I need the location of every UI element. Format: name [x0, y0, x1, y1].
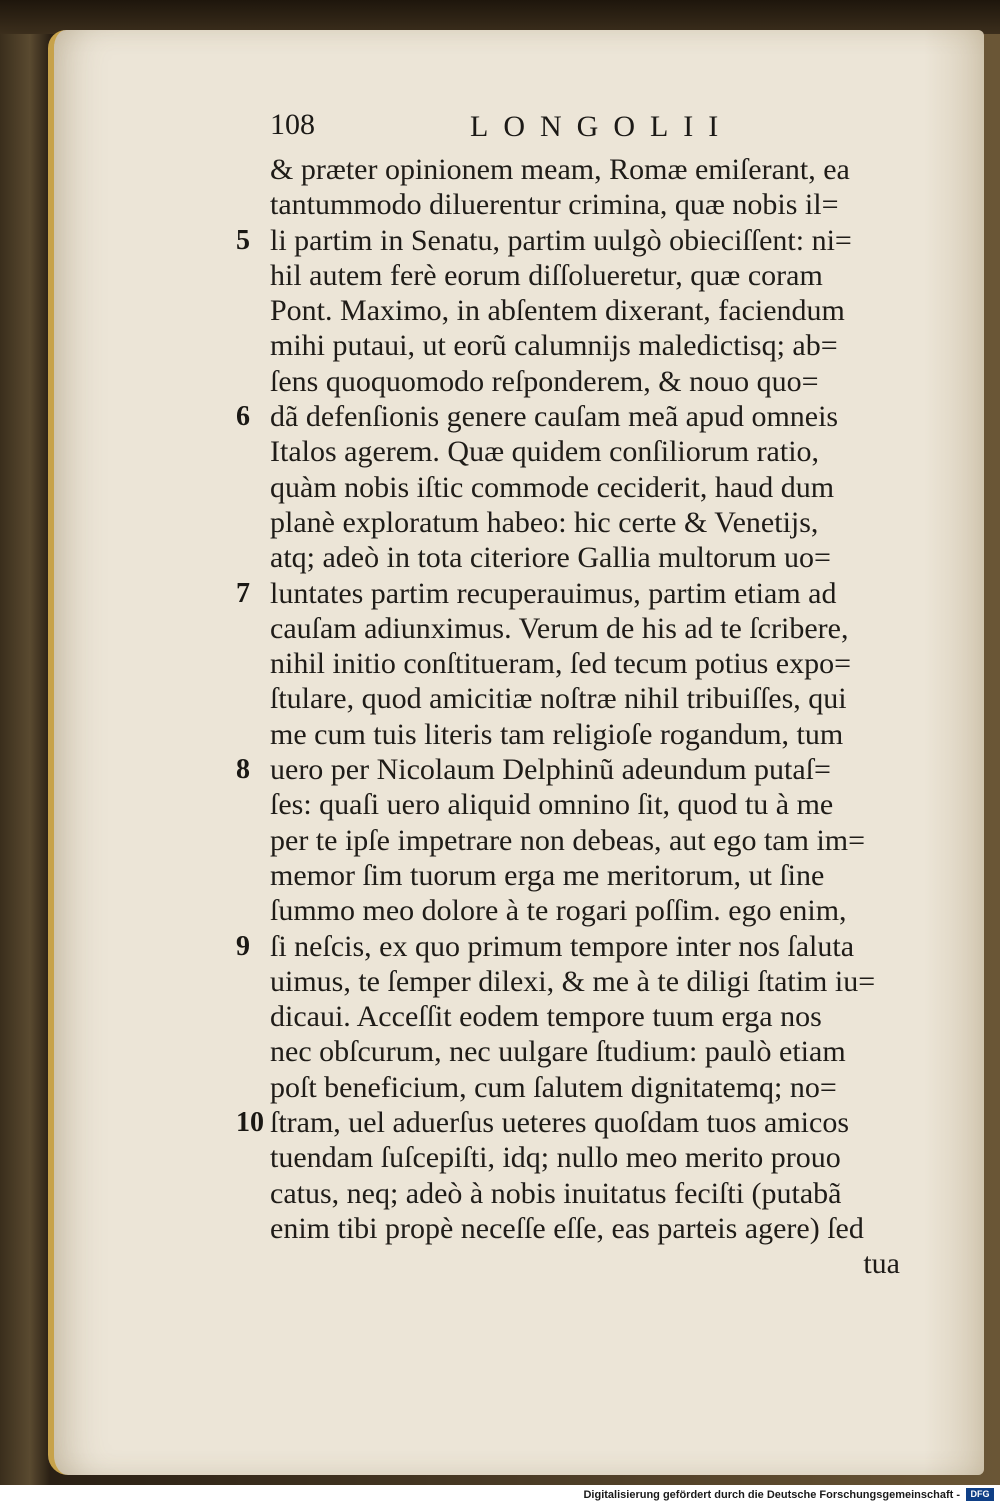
footer-credit: Digitalisierung gefördert durch die Deutsche Forschungsgemeinschaft - — [583, 1489, 960, 1501]
text-line — [270, 364, 920, 399]
text-line — [270, 999, 920, 1034]
line-text: Pont. Maximo, in abſentem dixerant, faciendum — [270, 294, 845, 328]
line-text: dicaui. Acceſſit eodem tempore tuum erga nos — [270, 1000, 822, 1034]
text-line — [270, 434, 920, 469]
text-line — [270, 328, 920, 363]
line-number-marker: 9 — [236, 930, 250, 962]
line-text: Italos agerem. Quæ quidem conſiliorum ratio, — [270, 435, 820, 469]
line-number-marker: 5 — [236, 224, 250, 256]
text-line — [270, 646, 920, 681]
text-line — [236, 399, 920, 434]
text-line — [270, 681, 920, 716]
line-text: quàm nobis iſtic commode ceciderit, haud dum — [270, 470, 835, 504]
line-text: dã defenſionis genere cauſam meã apud omneis — [270, 400, 839, 434]
line-text: ſi neſcis, ex quo primum tempore inter nos ſaluta — [270, 929, 855, 963]
text-line — [270, 823, 920, 858]
text-line — [270, 540, 920, 575]
text-line — [270, 611, 920, 646]
text-line — [236, 752, 920, 787]
page-header — [270, 108, 770, 148]
line-text: ſummo meo dolore à te rogari poſſim. ego enim, — [270, 894, 847, 928]
line-number-marker: 8 — [236, 754, 250, 786]
line-text: enim tibi propè neceſſe eſſe, eas parteis agere) ſed — [270, 1211, 864, 1245]
line-text: luntates partim recuperauimus, partim etiam ad — [270, 576, 837, 610]
text-line — [270, 964, 920, 999]
line-text: me cum tuis literis tam religioſe rogandum, tum — [270, 717, 844, 751]
line-text: mihi putaui, ut eorũ calumnijs maledictisq; ab= — [270, 329, 838, 363]
page-number: 108 — [270, 108, 315, 141]
line-text: li partim in Senatu, partim uulgò obieciſſent: ni= — [270, 223, 852, 257]
line-text: ſtram, uel aduerſus ueteres quoſdam tuos amicos — [270, 1106, 850, 1140]
line-text: & præter opinionem meam, Romæ emiſerant, ea — [270, 153, 850, 186]
line-number-marker: 6 — [236, 401, 250, 433]
text-line — [270, 1140, 920, 1175]
text-line — [270, 787, 920, 822]
text-line — [270, 1176, 920, 1211]
line-text: tantummodo diluerentur crimina, quæ nobis il= — [270, 188, 839, 222]
text-line — [270, 293, 920, 328]
line-text: atq; adeò in tota citeriore Gallia multorum uo= — [270, 541, 831, 575]
line-text: hil autem ferè eorum diſſolueretur, quæ coram — [270, 258, 823, 292]
running-title: LONGOLII — [470, 110, 734, 143]
line-text: ſtulare, quod amicitiæ noſtræ nihil tribuiſſes, qui — [270, 682, 847, 716]
line-text: ſens quoquomodo reſponderem, & nouo quo= — [270, 364, 819, 398]
text-line — [270, 717, 920, 752]
line-text: uimus, te ſemper dilexi, & me à te diligi ſtatim iu= — [270, 964, 876, 998]
line-text: nec obſcurum, nec uulgare ſtudium: paulò etiam — [270, 1035, 846, 1069]
line-text: tuendam ſuſcepiſti, idq; nullo meo merito prouo — [270, 1141, 841, 1175]
line-text: ſes: quaſi uero aliquid omnino ſit, quod tu à me — [270, 788, 834, 822]
line-text: planè exploratum habeo: hic certe & Venetijs, — [270, 505, 819, 539]
text-line — [270, 1034, 920, 1069]
dfg-logo: DFG — [966, 1488, 994, 1501]
line-number-marker: 10 — [236, 1107, 264, 1139]
text-line — [270, 505, 920, 540]
text-line — [270, 152, 920, 187]
text-line — [270, 893, 920, 928]
text-line — [236, 576, 920, 611]
line-text: nihil initio conſtitueram, ſed tecum potius expo= — [270, 647, 851, 681]
line-text: catus, neq; adeò à nobis inuitatus feciſti (putabã — [270, 1176, 842, 1210]
line-text: uero per Nicolaum Delphinũ adeundum putaſ= — [270, 753, 831, 787]
text-line — [236, 223, 920, 258]
page-gutter-shadow — [924, 30, 984, 1475]
text-line — [270, 858, 920, 893]
text-line — [236, 929, 920, 964]
text-line — [270, 1211, 920, 1246]
line-text: per te ipſe impetrare non debeas, aut ego tam im= — [270, 823, 866, 857]
line-text: memor ſim tuorum erga me meritorum, ut ſine — [270, 858, 825, 892]
text-line — [236, 1105, 920, 1140]
book-top-edge — [0, 0, 1000, 34]
catchword: tua — [863, 1247, 900, 1281]
text-line — [270, 470, 920, 505]
text-line — [270, 258, 920, 293]
line-text: cauſam adiunximus. Verum de his ad te ſcribere, — [270, 611, 849, 645]
line-number-marker: 7 — [236, 577, 250, 609]
text-line — [270, 1070, 920, 1105]
text-line — [270, 187, 920, 222]
text-block — [236, 152, 920, 1282]
line-text: poſt beneficium, cum ſalutem dignitatemq; no= — [270, 1070, 837, 1104]
